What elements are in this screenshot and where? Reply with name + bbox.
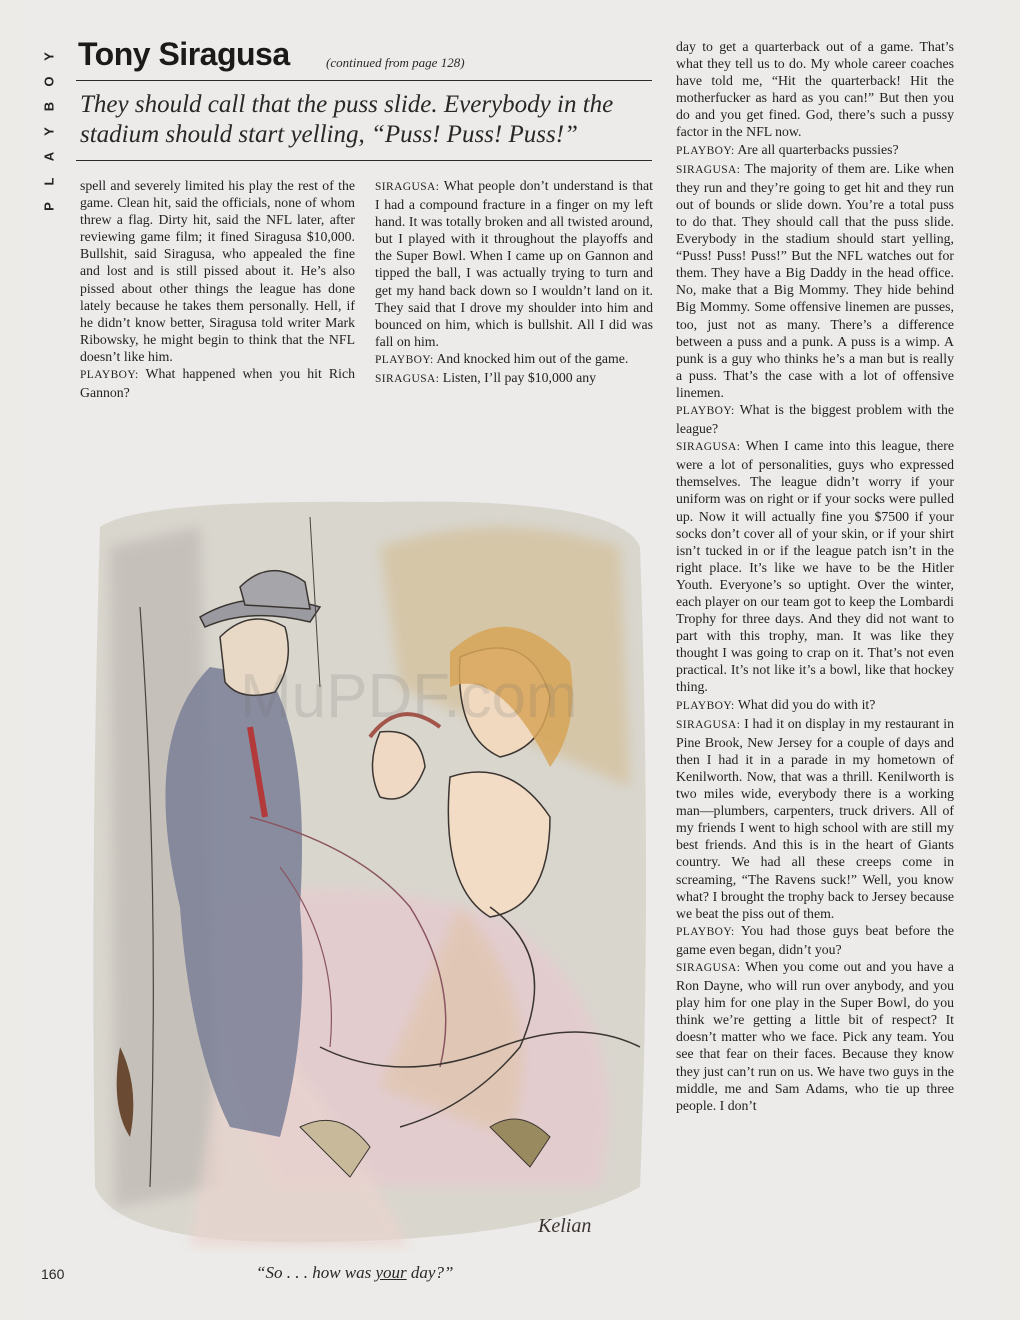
- brand-letter: Y: [41, 52, 57, 61]
- paragraph-text: You had those guys beat before the game even began, didn’t you?: [676, 922, 954, 957]
- speaker-label: SIRAGUSA:: [375, 181, 440, 193]
- caption-text-start: “So . . . how was: [256, 1263, 376, 1282]
- interview-paragraph: [676, 141, 954, 160]
- speaker-label: PLAYBOY:: [676, 144, 735, 157]
- interview-paragraph: [80, 177, 355, 365]
- pull-quote: They should call that the puss slide. Everybody in the stadium should start yelling, “Puss! Puss! Puss!”: [80, 91, 614, 148]
- text-column-3: [676, 38, 954, 1114]
- paragraph-text: I had it on display in my restaurant in Pine Brook, New Jersey for a couple of days and then I had it in a parade in my hometown of Kenilworth. Now, that was a thrill. Kenilworth is two miles wide, everybody there is a working man—plumbers, carpenters, truck drivers. All of my friends I went to high school with are still my best friends. And this is in the heart of Giants country. We had all these creeps come in screaming, “The Ravens suck!” Well, you know what? I brought the trophy back to Jersey because we beat the piss out of them.: [676, 715, 954, 921]
- interview-paragraph: [80, 365, 355, 401]
- pull-quote-rule: [76, 160, 652, 161]
- interview-paragraph: [375, 177, 653, 350]
- page-number: 160: [41, 1266, 65, 1282]
- paragraph-text: Are all quarterbacks pussies?: [737, 141, 899, 157]
- paragraph-text: The majority of them are. Like when they run and they’re going to get hit and they run out of bounds or slide down. You’re a total puss to do that. They should call that the puss slide. Everybody in the stadium should start yelling, “Puss! Puss! Puss!” But the NFL watches out for them. They have a Big Daddy in the head office. No, make that a Big Mommy. They hide behind Big Mommy. Some offensive linemen are pusses, too, just not as many. There’s a difference between a puss and a punk. A puss is a wimp. A punk is a guy who thinks he’s a man but is really a puss. That’s the case with a lot of offensive linemen.: [676, 160, 955, 400]
- cartoon-illustration: [80, 487, 652, 1252]
- paragraph-text: day to get a quarterback out of a game. That’s what they tell us to do. My whole career coaches have told me, “Hit the quarterback! Hit the motherfucker as hard as you can!” But then you do and you get fined. God, there’s such a pussy factor in the NFL now.: [676, 39, 954, 140]
- continued-note: (continued from page 128): [326, 55, 465, 70]
- title-rule: [76, 80, 652, 81]
- brand-letter: L: [41, 177, 57, 186]
- brand-letter: B: [41, 101, 57, 112]
- speaker-label: PLAYBOY:: [80, 369, 139, 382]
- brand-letter: A: [41, 151, 57, 162]
- article-title: Tony Siragusa: [78, 36, 290, 72]
- paragraph-text: Listen, I’ll pay $10,000 any: [442, 370, 597, 386]
- paragraph-text: What people don’t understand is that I had a compound fracture in a finger on my left hand. It was totally broken and all twisted around, but I played with it throughout the playoffs and the Super Bowl. When I came up on Gannon and tipped the ball, I was actually trying to turn and get my hand back down so I wouldn’t land on it. They said that I drove my shoulder into him and bounced on him, which is bullshit. All I did was fall on him.: [375, 178, 654, 349]
- artist-signature: Kelian: [538, 1215, 592, 1237]
- brand-letter: O: [41, 76, 57, 87]
- speaker-label: PLAYBOY:: [676, 404, 735, 417]
- interview-paragraph: [676, 696, 954, 715]
- interview-paragraph: [676, 715, 954, 922]
- caption-emphasis: your: [375, 1263, 407, 1282]
- paragraph-text: What did you do with it?: [737, 696, 876, 712]
- interview-paragraph: [676, 958, 954, 1114]
- paragraph-text: And knocked him out of the game.: [436, 350, 629, 366]
- speaker-label: SIRAGUSA:: [676, 441, 741, 454]
- speaker-label: SIRAGUSA:: [676, 961, 741, 974]
- paragraph-text: What is the biggest problem with the league?: [676, 401, 954, 437]
- interview-paragraph: [676, 401, 954, 437]
- paragraph-text: What happened when you hit Rich Gannon?: [80, 366, 355, 401]
- interview-paragraph: [676, 437, 954, 695]
- speaker-label: PLAYBOY:: [375, 353, 434, 366]
- speaker-label: PLAYBOY:: [676, 925, 735, 938]
- text-column-2: [375, 177, 653, 388]
- vertical-brand: [38, 44, 60, 219]
- paragraph-text: When you come out and you have a Ron Dayne, who will run over anybody, and you play him for one play in the Super Bowl, do you think we’re getting a little bit of respect? It doesn’t matter who we face. Pick any team. You see that fear on their faces. Because they know they just can’t run on us. We have two guys in the middle, me and Sam Adams, who tie up three people. I don’t: [676, 958, 955, 1113]
- interview-paragraph: [375, 369, 653, 388]
- paragraph-text: spell and severely limited his play the rest of the game. Clean hit, said the officials, none of whom threw a flag. Dirty hit, said the NFL later, after reviewing game film; it fined Siragusa $10,000. Bullshit, said Siragusa, who appealed the fine and lost and is still pissed about it. He’s also pissed about other things the league has done lately because he takes them personally. Hell, if he didn’t know better, Siragusa told writer Mark Ribowsky, he might begin to think that the NFL doesn’t like him.: [80, 178, 355, 364]
- text-column-1: [80, 177, 355, 401]
- illustration-caption: [256, 1263, 453, 1283]
- speaker-label: SIRAGUSA:: [375, 373, 440, 386]
- speaker-label: SIRAGUSA:: [676, 718, 741, 731]
- brand-letter: Y: [41, 127, 57, 136]
- watermark-text: MuPDF.com: [240, 662, 578, 731]
- speaker-label: SIRAGUSA:: [676, 163, 741, 176]
- caption-text-end: day?”: [406, 1263, 454, 1282]
- paragraph-text: When I came into this league, there were a lot of personalities, guys who expressed themselves. The league didn’t worry if your uniform was on right or if your socks were pulled up. Now it will actually fine you $7500 if your socks don’t cover all of your skin, or if your shirt isn’t tucked in or if the league patch isn’t in the right place. It’s like we have to be the Hitler Youth. Everyone’s so uptight. Over the winter, each player on our team got to keep the Lombardi Trophy for three days. And they did not want to part with this trophy, man. It was like they thought I was going to crap on it. That’s not even practical. It’s not like it’s a bowl, like that hockey thing.: [676, 438, 954, 695]
- interview-paragraph: [676, 922, 954, 958]
- interview-paragraph: [676, 38, 954, 141]
- interview-paragraph: [375, 350, 653, 369]
- speaker-label: PLAYBOY:: [676, 699, 735, 712]
- brand-letter: P: [41, 202, 57, 211]
- interview-paragraph: [676, 160, 954, 401]
